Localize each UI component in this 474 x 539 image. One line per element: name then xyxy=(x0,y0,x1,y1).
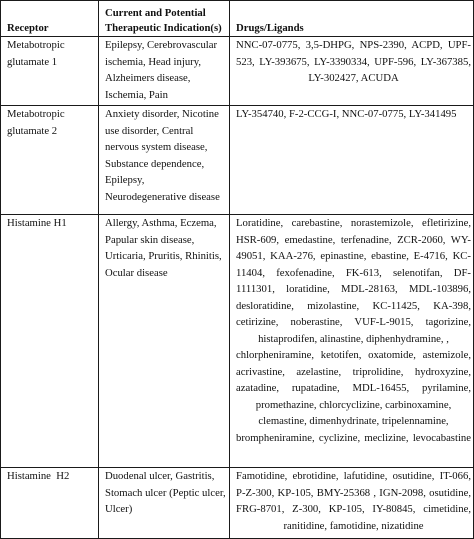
indication-cell: Duodenal ulcer, Gastritis, Stomach ulcer (Peptic ulcer, Ulcer) xyxy=(99,468,230,539)
header-row xyxy=(1,1,474,37)
drugs-cell: LY-354740, F-2-CCG-I, NNC-07-0775, LY-341495 xyxy=(230,106,474,215)
table-row xyxy=(1,468,474,539)
table-row xyxy=(1,215,474,468)
receptor-cell: Histamine H2 xyxy=(1,468,99,539)
table-row xyxy=(1,37,474,106)
drugs-cell: Famotidine, ebrotidine, lafutidine, osutidine, IT-066, P-Z-300, KP-105, BMY-25368 , IGN-2098, osutidine, FRG-8701, Z-300, KP-105, IY-80845, cimetidine, ranitidine, famotidine, nizatidine xyxy=(230,468,474,539)
indication-cell: Anxiety disorder, Nicotine use disorder, Central nervous system disease, Substance dependence, Epilepsy, Neurodegenerative disease xyxy=(99,106,230,215)
receptor-cell: Metabotropic glutamate 2 xyxy=(1,106,99,215)
header-receptor: Receptor xyxy=(1,1,99,37)
drugs-cell: Loratidine, carebastine, norastemizole, efletirizine, HSR-609, emedastine, terfenadine, ZCR-2060, WY- 49051, KAA-276, epinastine, ebastine, E-4716, KC- 11404, fexofenadine, FK-613, selenotifan, DF- 1111301, loratidine, MDL-28163, MDL-103896, desloratidine, mizolastine, KC-11425, KA-398, cetirizine, noberastine, VUF-L-9015, tagorizine, histaprodifen, alinastine, diphenhydramine, , chlorpheniramine, ketotifen, oxatomide, astemizole, acrivastine, azelastine, triprolidine, hydroxyzine, azatadine, rupatadine, MDL-16455, pyrilamine, promethazine, chlorcyclizine, carbinoxamine, clemastine, dimenhydrinate, tripelennamine, brompheniramine, cyclizine, meclizine, levocabastine xyxy=(230,215,474,468)
indication-cell: Epilepsy, Cerebrovascular ischemia, Head injury, Alzheimers disease, Ischemia, Pain xyxy=(99,37,230,106)
receptor-cell: Histamine H1 xyxy=(1,215,99,468)
header-drugs: Drugs/Ligands xyxy=(230,1,474,37)
table-row xyxy=(1,106,474,215)
header-indication: Current and Potential Therapeutic Indication(s) xyxy=(99,1,230,37)
indication-cell: Allergy, Asthma, Eczema, Papular skin disease, Urticaria, Pruritis, Rhinitis, Ocular disease xyxy=(99,215,230,468)
drugs-cell: NNC-07-0775, 3,5-DHPG, NPS-2390, ACPD, UPF- 523, LY-393675, LY-3390334, UPF-596, LY-367385, LY-302427, ACUDA xyxy=(230,37,474,106)
receptor-cell: Metabotropic glutamate 1 xyxy=(1,37,99,106)
